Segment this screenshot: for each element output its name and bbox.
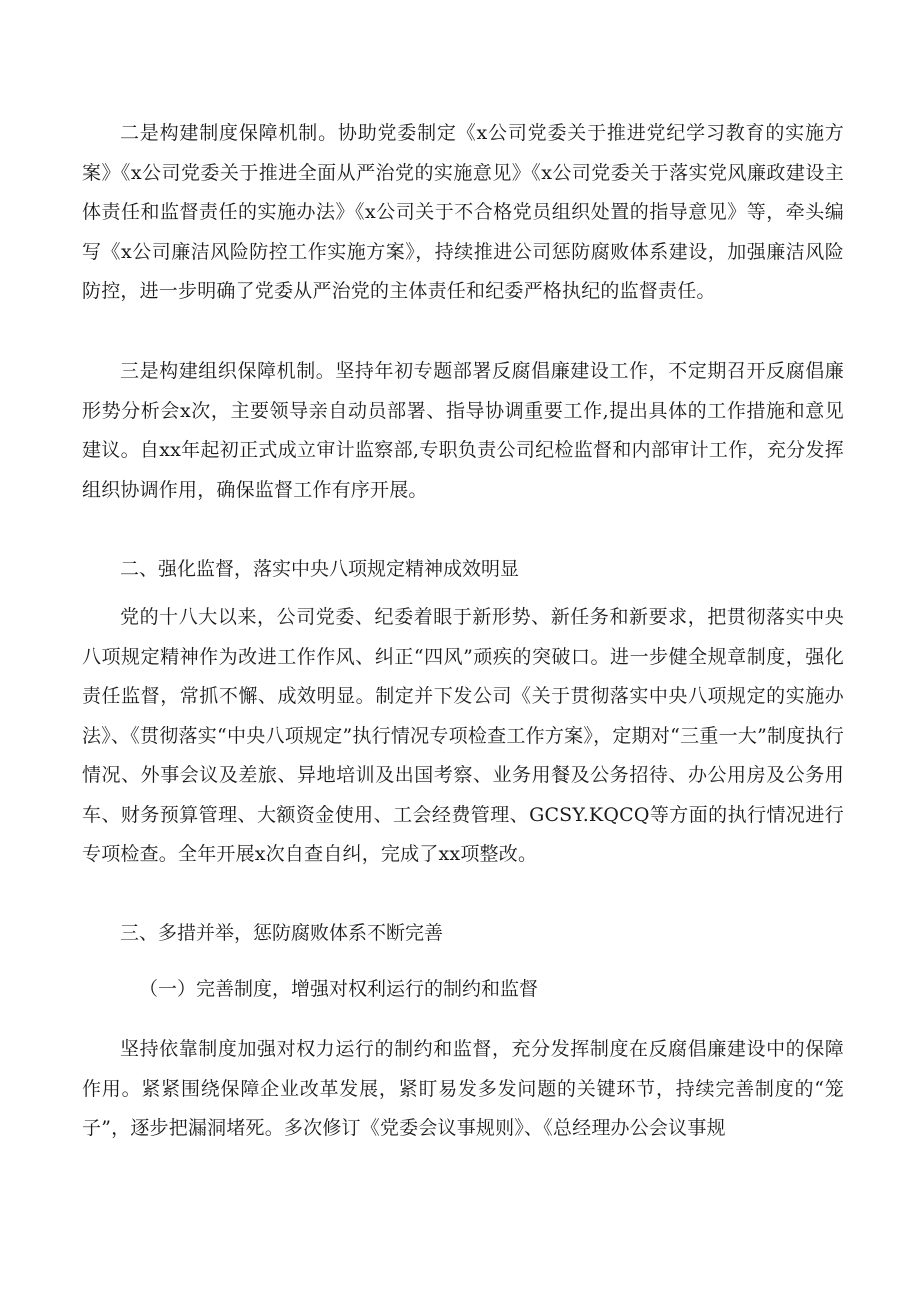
subsection-heading-3-1: （一）完善制度，增强对权利运行的制约和监督 <box>139 978 539 1000</box>
section-heading-3: 三、多措并举，惩防腐败体系不断完善 <box>120 922 444 944</box>
section-heading-2: 二、强化监督，落实中央八项规定精神成效明显 <box>120 558 520 580</box>
paragraph-institutional-mechanism: 二是构建制度保障机制。协助党委制定《x公司党委关于推进党纪学习教育的实施方案》《x公司党委关于推进全面从严治党的实施意见》《x公司党委关于落实党风廉政建设主体责任和监督责任的实施办法》《x公司关于不合格党员组织处置的指导意见》等，牵头编写《x公司廉洁风险防控工作实施方案》，持续推进公司惩防腐败体系建设，加强廉洁风险防控，进一步明确了党委从严治党的主体责任和纪委严格执纪的监督责任。 <box>82 122 844 302</box>
paragraph-eight-regulations: 党的十八大以来，公司党委、纪委着眼于新形势、新任务和新要求，把贯彻落实中央八项规定精神作为改进工作作风、纠正“四风”顽疾的突破口。进一步健全规章制度，强化责任监督，常抓不懈、成效明显。制定并下发公司《关于贯彻落实中央八项规定的实施办法》、《贯彻落实“中央八项规定”执行情况专项检查工作方案》，定期对“三重一大”制度执行情况、外事会议及差旅、异地培训及出国考察、业务用餐及公务招待、办公用房及公务用车、财务预算管理、大额资金使用、工会经费管理、GCSY.KQCQ等方面的执行情况进行专项检查。全年开展x次自查自纠，完成了xx项整改。 <box>82 606 844 865</box>
paragraph-organizational-mechanism: 三是构建组织保障机制。坚持年初专题部署反腐倡廉建设工作，不定期召开反腐倡廉形势分析会x次，主要领导亲自动员部署、指导协调重要工作,提出具体的工作措施和意见建议。自xx年起初正式成立审计监察部,专职负责公司纪检监督和内部审计工作，充分发挥组织协调作用，确保监督工作有序开展。 <box>82 360 844 501</box>
paragraph-improve-system: 坚持依靠制度加强对权力运行的制约和监督，充分发挥制度在反腐倡廉建设中的保障作用。紧紧围绕保障企业改革发展，紧盯易发多发问题的关键环节，持续完善制度的“笼子”，逐步把漏洞堵死。多次修订《党委会议事规则》、《总经理办公会议事规 <box>82 1038 844 1139</box>
